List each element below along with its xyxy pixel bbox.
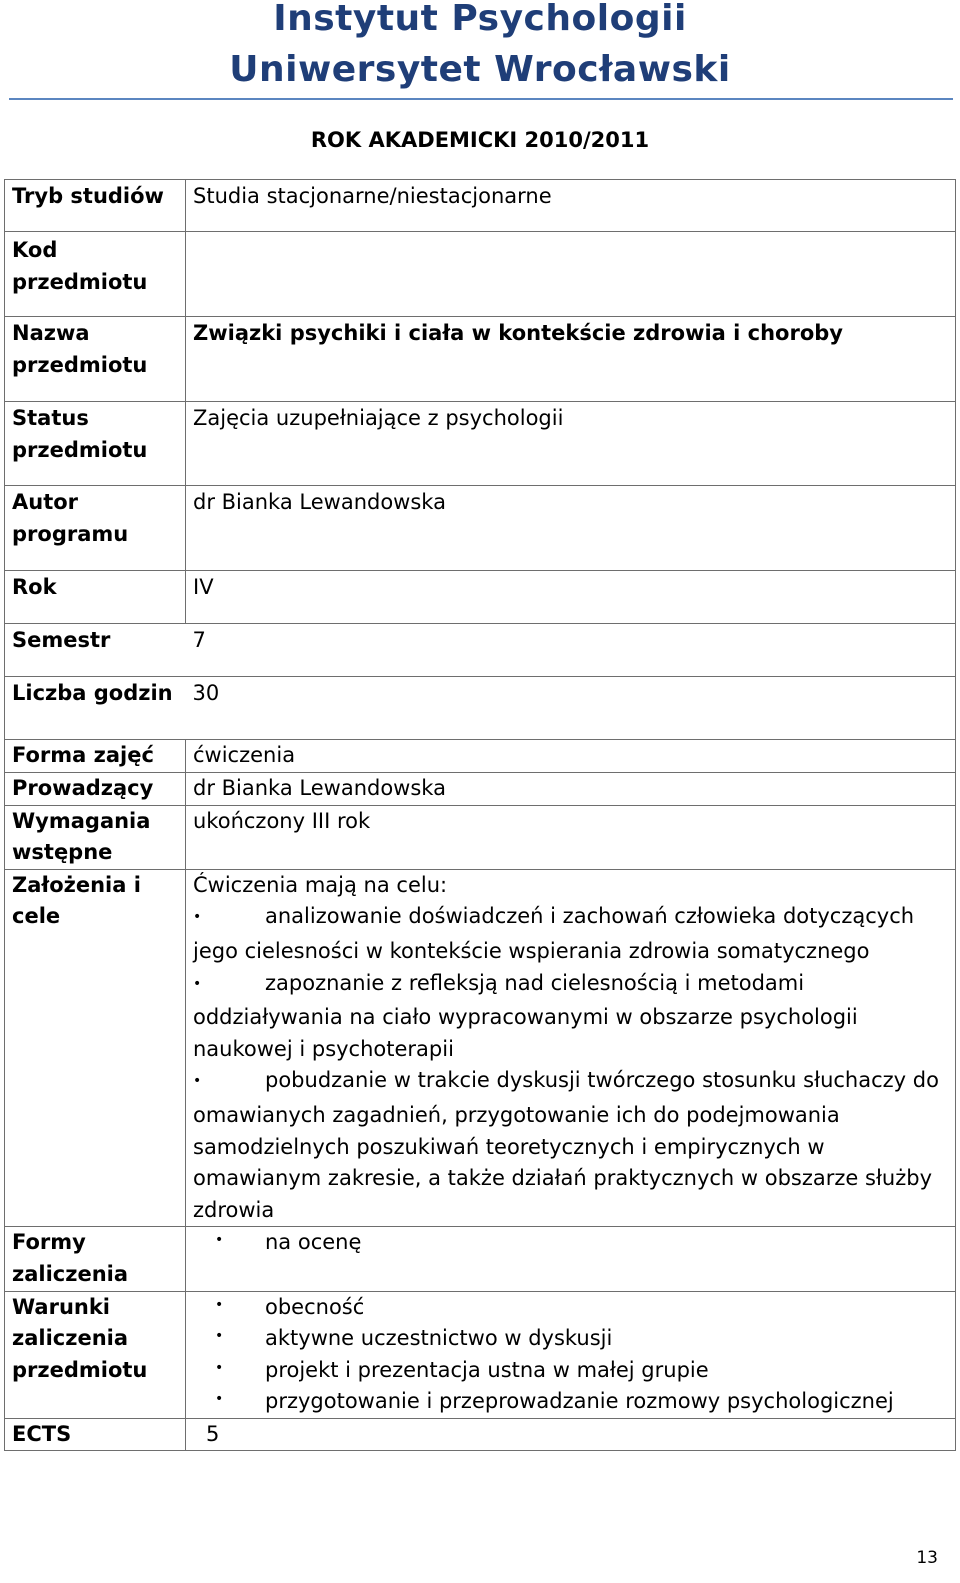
bullet-icon: • — [193, 909, 202, 926]
value-liczba: 30 — [186, 677, 956, 740]
label-zalozenia: Założenia i cele — [5, 869, 186, 1227]
goal-item-text: pobudzanie w trakcie dyskusji twórczego stosunku słuchaczy do omawianych zagadnień, przygotowanie ich do podejmowania samodzielnych poszukiwań teoretycznych i empirycznych w omawianym zakresie, a także działań praktycznych w obszarze służby zdrowia — [193, 1068, 939, 1222]
row-formy — [5, 1227, 956, 1291]
condition-item — [193, 1323, 955, 1355]
bullet-icon: • — [215, 1391, 224, 1408]
value-kod — [186, 232, 956, 317]
row-tryb — [5, 180, 956, 232]
condition-item-text: projekt i prezentacja ustna w małej grupie — [265, 1357, 709, 1382]
bullet-icon: • — [215, 1296, 224, 1313]
label-ects: ECTS — [5, 1418, 186, 1451]
value-forma: ćwiczenia — [186, 740, 956, 773]
row-status — [5, 402, 956, 486]
label-kod: Kod przedmiotu — [5, 232, 186, 317]
row-autor — [5, 486, 956, 571]
value-tryb: Studia stacjonarne/niestacjonarne — [186, 180, 956, 232]
header-divider — [9, 98, 953, 100]
value-formy — [186, 1227, 956, 1291]
value-nazwa: Związki psychiki i ciała w kontekście zdrowia i choroby — [186, 317, 956, 402]
value-status: Zajęcia uzupełniające z psychologii — [186, 402, 956, 486]
condition-item-text: obecność — [265, 1294, 365, 1319]
bullet-icon: • — [193, 975, 202, 992]
goal-item — [193, 968, 955, 1066]
label-wymagania: Wymagania wstępne — [5, 805, 186, 869]
goal-item — [193, 901, 955, 967]
goal-item-text: analizowanie doświadczeń i zachowań człowieka dotyczących jego cielesności w kontekście wspierania zdrowia somatycznego — [193, 904, 915, 963]
value-ects: 5 — [186, 1418, 956, 1451]
row-liczba — [5, 677, 956, 740]
label-autor: Autor programu — [5, 486, 186, 571]
label-tryb: Tryb studiów — [5, 180, 186, 232]
bullet-icon: • — [215, 1328, 224, 1345]
label-semestr: Semestr — [5, 624, 186, 677]
condition-item — [193, 1386, 955, 1418]
value-rok: IV — [186, 571, 956, 624]
row-warunki — [5, 1291, 956, 1418]
goal-item-text: zapoznanie z refleksją nad cielesnością i metodami oddziaływania na ciało wypracowanymi w obszarze psychologii naukowej i psychoterapii — [193, 970, 858, 1061]
value-autor: dr Bianka Lewandowska — [186, 486, 956, 571]
row-ects — [5, 1418, 956, 1451]
row-wymagania — [5, 805, 956, 869]
label-status: Status przedmiotu — [5, 402, 186, 486]
bullet-icon: • — [215, 1359, 224, 1376]
institute-name: Instytut Psychologii — [273, 0, 687, 39]
form-item-text: na ocenę — [265, 1230, 362, 1255]
condition-item-text: aktywne uczestnictwo w dyskusji — [265, 1326, 613, 1351]
label-formy: Formy zaliczenia — [5, 1227, 186, 1291]
label-prowadzacy: Prowadzący — [5, 773, 186, 806]
label-rok: Rok — [5, 571, 186, 624]
row-semestr — [5, 624, 956, 677]
condition-item — [193, 1292, 955, 1324]
university-name: Uniwersytet Wrocławski — [229, 49, 731, 90]
value-semestr: 7 — [186, 624, 956, 677]
goal-item — [193, 1065, 955, 1226]
row-zalozenia — [5, 869, 956, 1227]
label-liczba: Liczba godzin — [5, 677, 186, 740]
value-wymagania: ukończony III rok — [186, 805, 956, 869]
form-item — [193, 1227, 955, 1259]
value-warunki — [186, 1291, 956, 1418]
condition-item — [193, 1355, 955, 1387]
row-nazwa — [5, 317, 956, 402]
page-number: 13 — [916, 1548, 938, 1568]
label-forma: Forma zajęć — [5, 740, 186, 773]
zalozenia-intro: Ćwiczenia mają na celu: — [193, 872, 448, 897]
row-prowadzacy — [5, 773, 956, 806]
label-warunki: Warunki zaliczenia przedmiotu — [5, 1291, 186, 1418]
bullet-icon: • — [193, 1073, 202, 1090]
value-prowadzacy: dr Bianka Lewandowska — [186, 773, 956, 806]
label-nazwa: Nazwa przedmiotu — [5, 317, 186, 402]
row-kod — [5, 232, 956, 317]
row-rok — [5, 571, 956, 624]
condition-item-text: przygotowanie i przeprowadzanie rozmowy psychologicznej — [265, 1389, 894, 1414]
course-card-table — [4, 179, 956, 1451]
academic-year: ROK AKADEMICKI 2010/2011 — [310, 128, 650, 152]
bullet-icon: • — [215, 1232, 224, 1249]
value-zalozenia — [186, 869, 956, 1227]
row-forma — [5, 740, 956, 773]
